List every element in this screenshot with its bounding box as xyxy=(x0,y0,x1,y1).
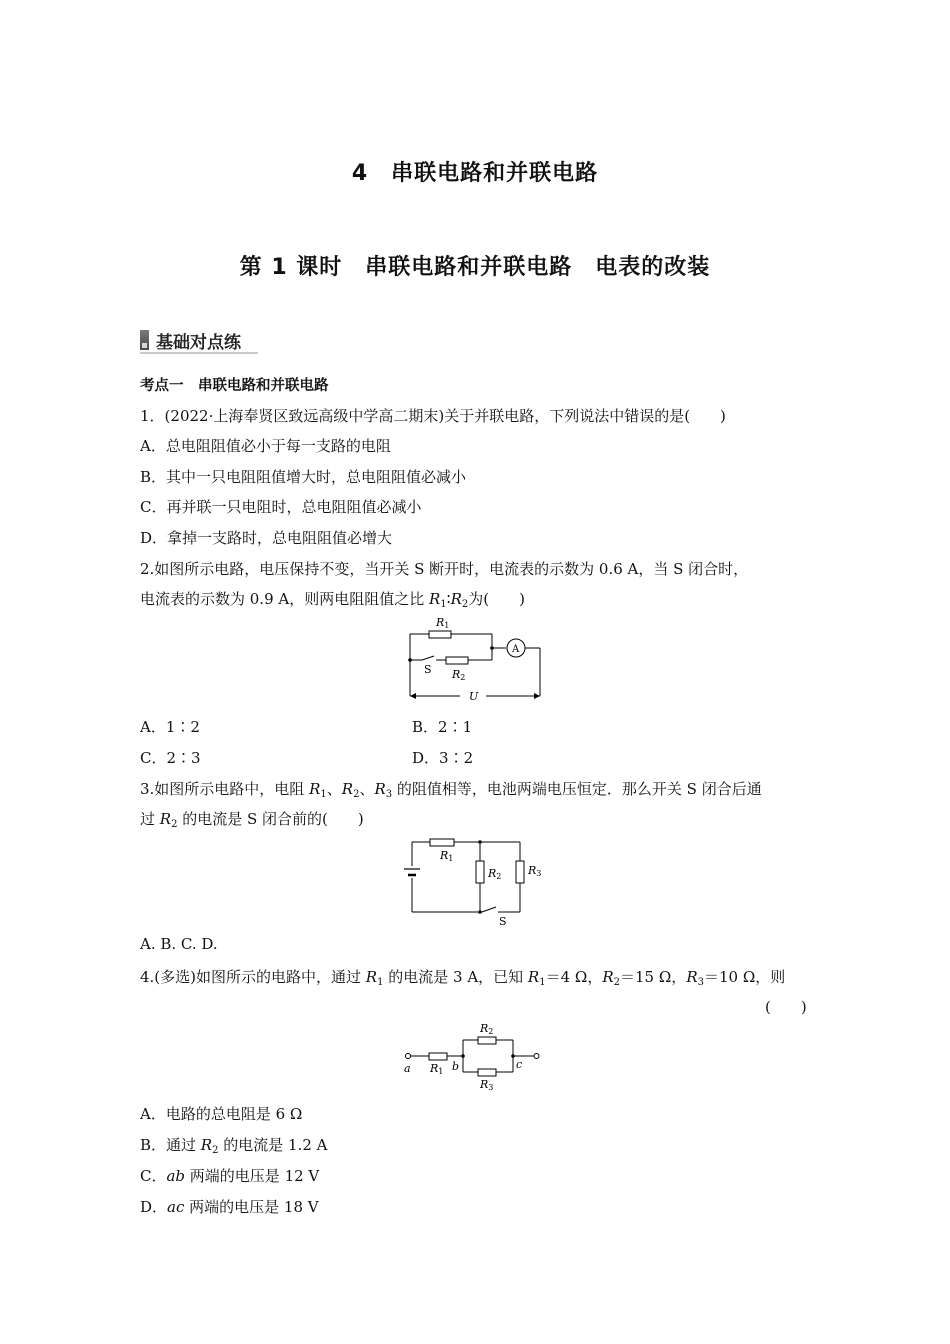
chapter-title: 4 串联电路和并联电路 xyxy=(351,161,599,186)
svg-text:R3: R3 xyxy=(528,864,542,878)
q2-stem-line1: 2.如图所示电路，电压保持不变，当开关 S 断开时，电流表的示数为 0.6 A，当 S 闭合时， xyxy=(140,560,749,578)
svg-text:R2: R2 xyxy=(452,668,466,682)
q1-stem: 1．(2022·上海奉贤区致远高级中学高二期末)关于并联电路，下列说法中错误的是( ) xyxy=(140,407,726,425)
svg-text:S: S xyxy=(499,915,507,927)
q4-resistor-r2 xyxy=(478,1037,496,1044)
q3-circuit-diagram xyxy=(400,832,550,927)
q2-resistor-r2 xyxy=(446,657,468,664)
q1-option-c: C．再并联一只电阻时，总电阻阻值必减小 xyxy=(140,498,422,516)
q2-option-b: B．2∶1 xyxy=(412,718,473,736)
q4-answer-paren: ( ) xyxy=(765,998,807,1016)
svg-text:U: U xyxy=(469,690,479,703)
q4-option-c: C．ab 两端的电压是 12 V xyxy=(140,1167,320,1185)
lesson-title: 第 1 课时 串联电路和并联电路 电表的改装 xyxy=(239,255,711,280)
section-label: 基础对点练 xyxy=(156,333,241,353)
q3-resistor-r3 xyxy=(516,861,524,883)
q4-circuit-diagram xyxy=(398,1018,548,1093)
svg-text:R1: R1 xyxy=(430,1062,444,1076)
q4-resistor-r1 xyxy=(429,1053,447,1060)
q4-option-a: A．电路的总电阻是 6 Ω xyxy=(140,1105,303,1123)
q3-stem-line1: 3.如图所示电路中，电阻 $R_1$、$R_2$、$R_3$ 的阻值相等，电池两端电压恒定．那么开关 S 闭合后通 xyxy=(140,780,762,800)
topic-heading: 考点一 串联电路和并联电路 xyxy=(140,378,329,394)
q4-option-b: B．通过 $R_2$ 的电流是 1.2 A xyxy=(140,1136,328,1156)
svg-text:R2: R2 xyxy=(488,867,502,881)
q3-options: A. B. C. D. xyxy=(140,935,218,953)
q3-switch xyxy=(482,907,496,912)
q2-option-d: D．3∶2 xyxy=(412,749,474,767)
q2-option-a: A．1∶2 xyxy=(140,718,200,736)
svg-text:R2: R2 xyxy=(480,1022,494,1036)
svg-text:R3: R3 xyxy=(480,1078,494,1092)
svg-text:R1: R1 xyxy=(440,849,454,863)
q2-switch xyxy=(422,656,434,660)
battery-icon xyxy=(404,869,420,875)
q3-resistor-r2 xyxy=(476,861,484,883)
q2-option-c: C．2∶3 xyxy=(140,749,201,767)
q3-stem-line2: 过 $R_2$ 的电流是 S 闭合前的( ) xyxy=(140,810,364,830)
q2-circuit-diagram xyxy=(400,612,550,707)
q4-stem-line1: 4.(多选)如图所示的电路中，通过 $R_1$ 的电流是 3 A，已知 $R_1=4$ Ω，$R_2=15$ Ω，$R_3=10$ Ω，则 xyxy=(140,968,786,988)
q4-option-d: D．ac 两端的电压是 18 V xyxy=(140,1198,319,1216)
svg-text:S: S xyxy=(424,663,432,676)
q4-resistor-r3 xyxy=(478,1069,496,1076)
section-marker-icon xyxy=(140,330,149,350)
svg-text:c: c xyxy=(516,1058,523,1071)
svg-text:a: a xyxy=(404,1062,411,1075)
svg-text:R1: R1 xyxy=(436,616,450,630)
section-header xyxy=(140,328,258,354)
svg-text:b: b xyxy=(452,1060,460,1073)
q2-stem-line2: 电流表的示数为 0.9 A，则两电阻阻值之比 $R_1∶R_2$为( ) xyxy=(140,590,525,610)
q1-option-a: A．总电阻阻值必小于每一支路的电阻 xyxy=(140,437,391,455)
svg-text:A: A xyxy=(512,644,520,655)
q3-resistor-r1 xyxy=(430,839,454,846)
q2-resistor-r1 xyxy=(429,631,451,638)
q1-option-b: B．其中一只电阻阻值增大时，总电阻阻值必减小 xyxy=(140,468,467,486)
q1-option-d: D．拿掉一支路时，总电阻阻值必增大 xyxy=(140,529,393,547)
